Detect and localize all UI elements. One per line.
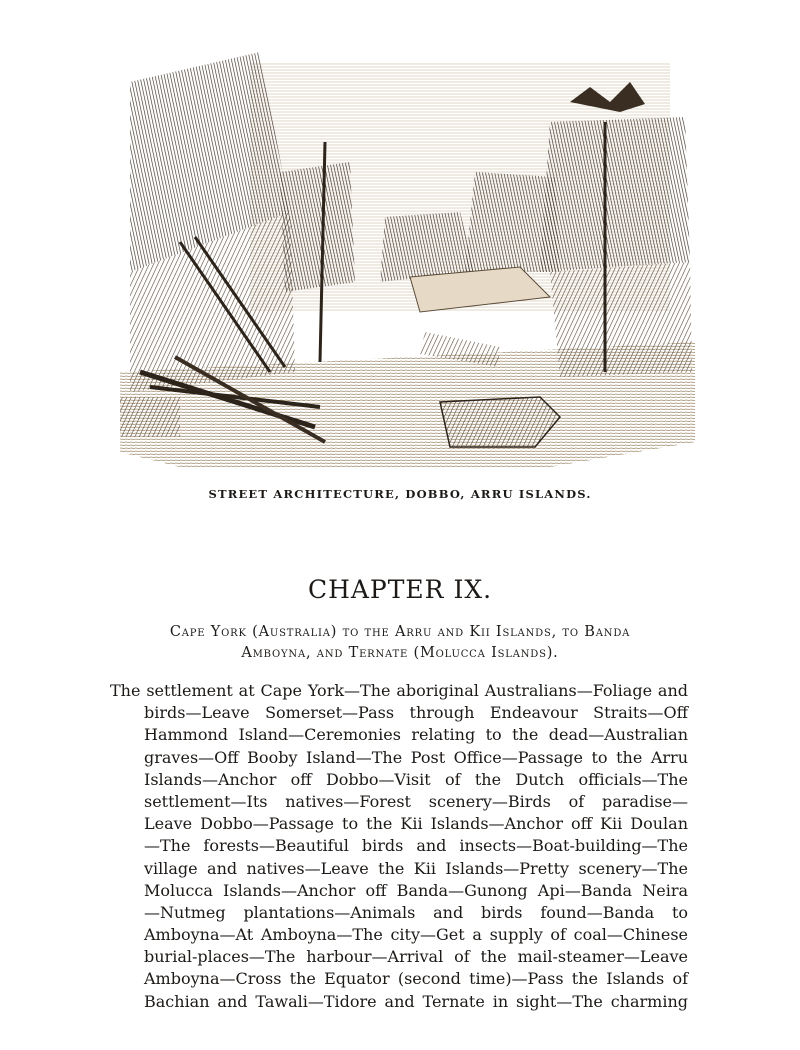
summary-line: Amboyna—At Amboyna—The city—Get a supply of coal—Chinese (144, 925, 688, 945)
summary-line: village and natives—Leave the Kii Islands—Pretty scenery—The (144, 858, 688, 878)
summary-line: Hammond Island—Ceremonies relating to the dead—Australian (144, 725, 688, 745)
summary-line: The settlement at Cape York—The aboriginal Australians—Foliage and (110, 681, 688, 700)
summary-line: —Nutmeg plantations—Animals and birds found—Banda to (144, 902, 688, 922)
summary-line: birds—Leave Somerset—Pass through Endeavour Straits—Off (144, 703, 688, 723)
chapter-title: CHAPTER IX. (307, 575, 493, 604)
summary-line: Islands—Anchor off Dobbo—Visit of the Dutch officials—The (144, 769, 688, 789)
chapter-summary (110, 680, 688, 1013)
summary-line: settlement—Its natives—Forest scenery—Birds of paradise— (144, 791, 688, 811)
summary-line: Molucca Islands—Anchor off Banda—Gunong Api—Banda Neira (144, 880, 688, 900)
summary-line: —The forests—Beautiful birds and insects—Boat-building—The (144, 836, 688, 856)
summary-line: Bachian and Tawali—Tidore and Ternate in sight—The charming (144, 991, 688, 1011)
summary-line: burial-places—The harbour—Arrival of the mail-steamer—Leave (144, 947, 688, 967)
summary-line: Leave Dobbo—Passage to the Kii Islands—Anchor off Kii Doulan (144, 814, 688, 834)
chapter-subtitle-line-1: Cape York (Australia) to the Arru and Kii Islands, to Banda (169, 624, 631, 640)
stone-block (440, 397, 560, 447)
street-architecture-engraving (120, 42, 695, 467)
chapter-subtitle-line-2: Amboyna, and Ternate (Molucca Islands). (241, 645, 559, 661)
right-hut (540, 82, 692, 377)
chapter-subtitle (110, 622, 690, 664)
summary-line: Amboyna—Cross the Equator (second time)—Pass the Islands of (144, 969, 688, 989)
engraving-illustration (120, 42, 695, 467)
summary-line: graves—Off Booby Island—The Post Office—Passage to the Arru (144, 747, 688, 767)
figure-caption: STREET ARCHITECTURE, DOBBO, ARRU ISLANDS. (208, 487, 592, 501)
